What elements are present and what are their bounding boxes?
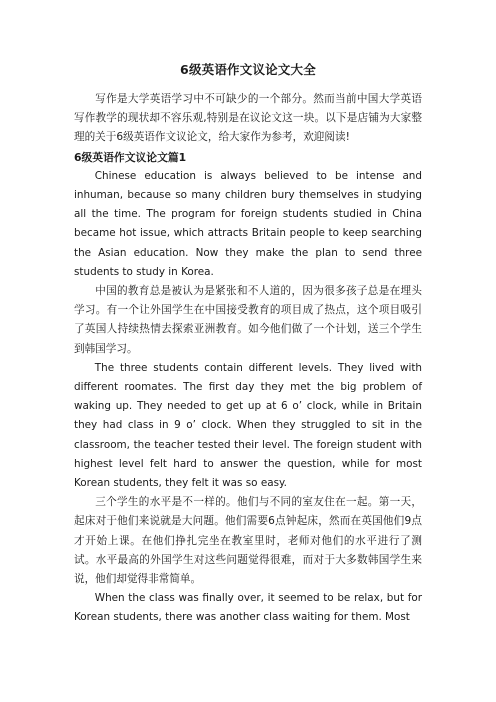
document-title: 6级英语作文议论文大全 <box>180 62 316 77</box>
document-page <box>74 60 422 628</box>
paragraph-english-1: Chinese education is always believed to be intense and inhuman, because so many children bury themselves in studying all the time. The program for foreign students studied in China became hot issue, which attracts Britain people to keep searching the Asian education. Now they make the plan to send three students to study in Korea. <box>74 169 422 278</box>
paragraph-english-2: The three students contain different levels. They lived with different roomates. The first day they met the big problem of waking up. They needed to get up at 6 o’ clock, while in Britain they had class in 9 o’ clock. When they struggled to sit in the classroom, the teacher tested their level. The foreign student with highest level felt hard to answer the question, while for most Korean students, they felt it was so easy. <box>74 361 422 490</box>
paragraph-english-3: When the class was finally over, it seemed to be relax, but for Korean students, there was another class waiting for them. Most <box>74 592 422 624</box>
section-heading: 6级英语作文议论文篇1 <box>74 150 187 164</box>
paragraph-chinese-1: 中国的教育总是被认为是紧张和不人道的，因为很多孩子总是在埋头学习。有一个让外国学生在中国接受教育的项目成了热点，这个项目吸引了英国人持续热情去探索亚洲教育。如今他们做了一个计划，送三个学生到韩国学习。 <box>74 285 422 355</box>
intro-paragraph: 写作是大学英语学习中不可缺少的一个部分。然而当前中国大学英语写作教学的现状却不容乐观,特别是在议论文这一块。以下是店铺为大家整理的关于6级英语作文议论文，给大家作为参考，欢迎阅读! <box>74 93 422 144</box>
paragraph-chinese-2: 三个学生的水平是不一样的。他们与不同的室友住在一起。第一天，起床对于他们来说就是大问题。他们需要6点钟起床，然而在英国他们9点才开始上课。在他们挣扎完坐在教室里时，老师对他们的水平进行了测试。水平最高的外国学生对这些问题觉得很难，而对于大多数韩国学生来说，他们却觉得非常简单。 <box>74 496 422 586</box>
